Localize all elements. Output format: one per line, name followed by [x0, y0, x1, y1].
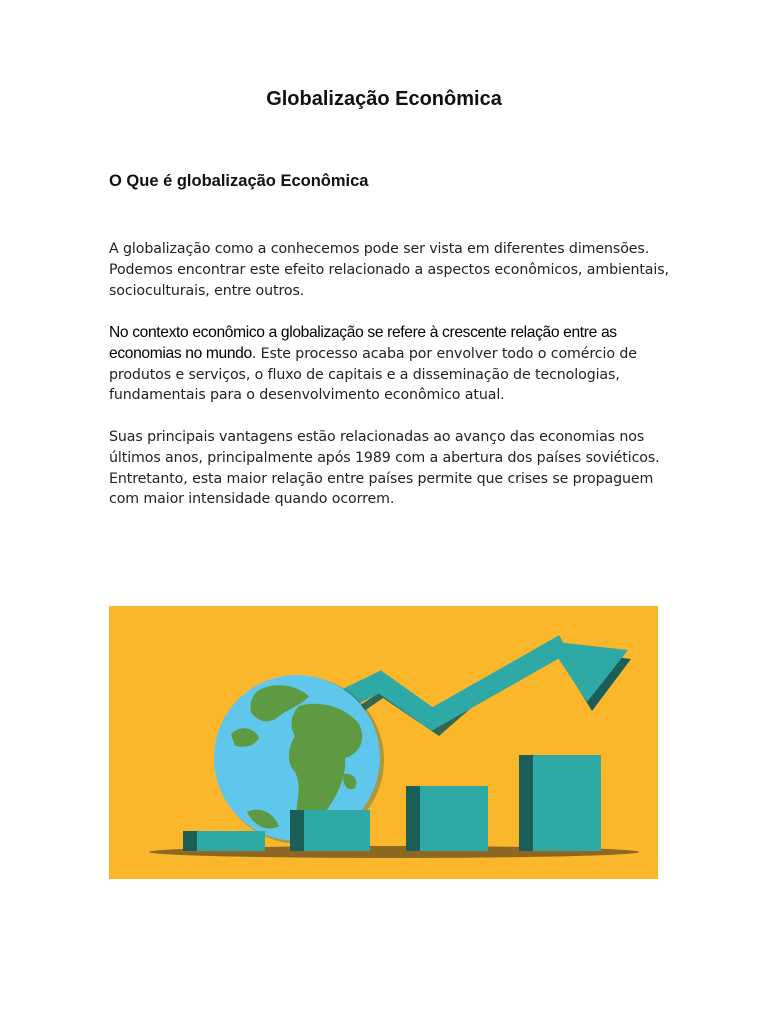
section-heading: O Que é globalização Econômica — [109, 172, 369, 190]
document-title: Globalização Econômica — [266, 88, 502, 110]
paragraph-continuation: . Este processo acaba por envolver todo o comércio de produtos e serviços, o fluxo de capitais e a disseminação de tecnologias, fundamentais para o desenvolvimento econômico atual. — [109, 345, 637, 404]
paragraph-economic-context — [109, 323, 669, 406]
bar-4 — [519, 755, 601, 851]
bar-1 — [183, 831, 265, 851]
bar-2 — [290, 810, 370, 851]
paragraph-intro: A globalização como a conhecemos pode ser vista em diferentes dimensões. Podemos encontrar este efeito relacionado a aspectos econômicos, ambientais, socioculturais, entre outros. — [109, 241, 669, 299]
bar-3 — [406, 786, 488, 851]
highlighted-sentence: No contexto econômico a globalização se refere à crescente relação entre as economias no mundo — [109, 324, 617, 362]
paragraph-advantages: Suas principais vantagens estão relacionadas ao avanço das economias nos últimos anos, principalmente após 1989 com a abertura dos países soviéticos. Entretanto, esta maior relação entre países permite que crises se propaguem com maior intensidade quando ocorrem. — [109, 429, 660, 508]
globalization-growth-illustration — [109, 606, 658, 879]
